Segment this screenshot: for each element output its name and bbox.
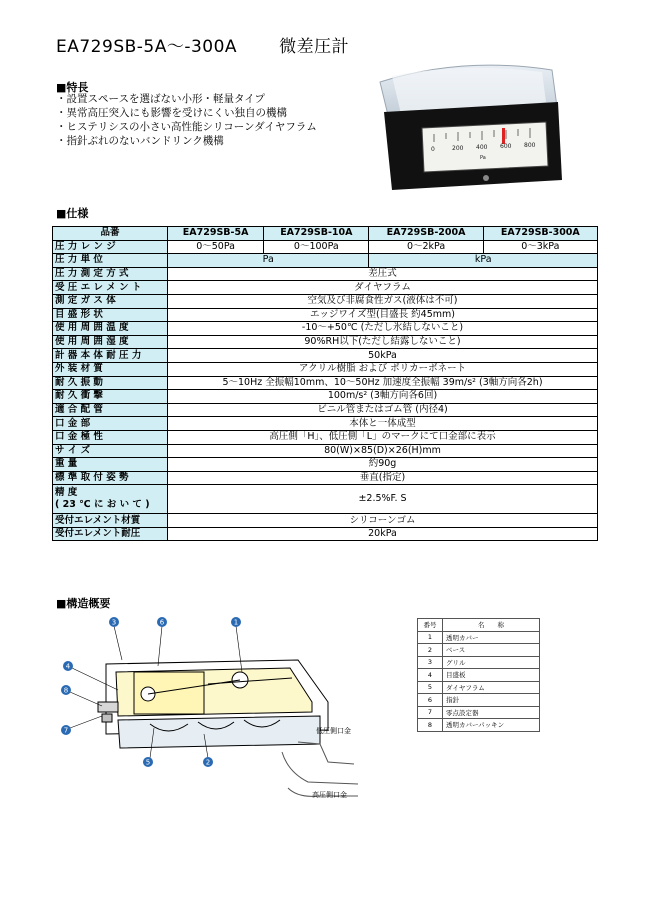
feature-item: ・ヒステリシスの小さい高性能シリコーンダイヤフラム xyxy=(56,121,317,133)
spec-row xyxy=(53,294,598,308)
accuracy-label xyxy=(53,485,168,514)
part-number: 8 xyxy=(418,719,443,732)
parts-row xyxy=(418,656,540,669)
spec-label: 口 金 極 性 xyxy=(53,430,168,444)
spec-value: 80(W)×85(D)×26(H)mm xyxy=(168,444,598,458)
parts-header-number: 番号 xyxy=(418,619,443,632)
part-name: 透明カバーパッキン xyxy=(443,719,540,732)
accuracy-label-main: 精 度 xyxy=(55,487,78,499)
spec-label: 受 圧 エ レ メ ン ト xyxy=(53,281,168,295)
spec-row xyxy=(53,390,598,404)
structure-diagram xyxy=(58,612,368,812)
spec-value: ダイヤフラム xyxy=(168,281,598,295)
spec-label: 口 金 部 xyxy=(53,417,168,431)
spec-label: 外 装 材 質 xyxy=(53,362,168,376)
part-number: 1 xyxy=(418,631,443,644)
parts-row xyxy=(418,681,540,694)
feature-item: ・指針ぶれのないバンドリンク機構 xyxy=(56,135,224,147)
spec-label: 圧 力 測 定 方 式 xyxy=(53,267,168,281)
unit-value: kPa xyxy=(369,254,598,268)
spec-label: 受付エレメント材質 xyxy=(53,514,168,528)
model-200a: EA729SB-200A xyxy=(369,227,483,241)
part-number: 6 xyxy=(418,694,443,707)
features-heading: ■特長 xyxy=(56,81,89,94)
spec-label: サ イ ズ xyxy=(53,444,168,458)
range-value: 0〜50Pa xyxy=(168,240,264,254)
part-number: 2 xyxy=(418,644,443,657)
part-number: 4 xyxy=(418,669,443,682)
spec-value: -10〜+50℃ (ただし氷結しないこと) xyxy=(168,322,598,336)
part-name: 指針 xyxy=(443,694,540,707)
spec-table xyxy=(52,226,598,541)
range-row xyxy=(53,240,598,254)
scale-label: 0 xyxy=(431,146,435,153)
callout-5: 5 xyxy=(145,758,151,767)
callout-7: 7 xyxy=(63,726,69,735)
gauge-photo xyxy=(362,62,576,192)
range-value: 0〜100Pa xyxy=(264,240,369,254)
part-name: ベース xyxy=(443,644,540,657)
spec-row xyxy=(53,471,598,485)
high-pressure-port-label: 高圧側口金 xyxy=(312,791,347,799)
spec-label: 適 合 配 管 xyxy=(53,403,168,417)
scale-label: 800 xyxy=(524,142,536,149)
parts-row xyxy=(418,644,540,657)
scale-unit: Pa xyxy=(480,155,486,161)
spec-row xyxy=(53,430,598,444)
spec-row xyxy=(53,417,598,431)
parts-row xyxy=(418,631,540,644)
spec-value: 100m/s² (3軸方向各6回) xyxy=(168,390,598,404)
spec-label: 重 量 xyxy=(53,458,168,472)
parts-header-name: 名 称 xyxy=(443,619,540,632)
spec-row xyxy=(53,362,598,376)
scale-label: 200 xyxy=(452,145,464,152)
spec-row xyxy=(53,308,598,322)
features-list xyxy=(56,92,317,148)
spec-value: 50kPa xyxy=(168,349,598,363)
callout-6: 6 xyxy=(159,618,165,627)
unit-row xyxy=(53,254,598,268)
spec-row xyxy=(53,281,598,295)
spec-row xyxy=(53,322,598,336)
part-name: 目盛板 xyxy=(443,669,540,682)
spec-value: ビニル管またはゴム管 (内径4) xyxy=(168,403,598,417)
accuracy-row xyxy=(53,485,598,514)
part-name: ダイヤフラム xyxy=(443,681,540,694)
callout-2: 2 xyxy=(205,758,211,767)
spec-value: 空気及び非腐食性ガス(液体は不可) xyxy=(168,294,598,308)
spec-label: 受付エレメント耐圧 xyxy=(53,527,168,541)
spec-value: 垂直(指定) xyxy=(168,471,598,485)
part-number: 3 xyxy=(418,656,443,669)
spec-row xyxy=(53,376,598,390)
spec-row xyxy=(53,527,598,541)
spec-row xyxy=(53,444,598,458)
part-name: グリル xyxy=(443,656,540,669)
structure-heading: ■構造概要 xyxy=(56,597,111,610)
spec-header-label: 品番 xyxy=(53,227,168,241)
unit-label: 圧 力 単 位 xyxy=(53,254,168,268)
parts-row xyxy=(418,706,540,719)
callout-3: 3 xyxy=(111,618,117,627)
parts-header-row xyxy=(418,619,540,632)
spec-label: 目 盛 形 状 xyxy=(53,308,168,322)
model-5a: EA729SB-5A xyxy=(168,227,264,241)
callout-1: 1 xyxy=(233,618,239,627)
spec-header-row xyxy=(53,227,598,241)
feature-item: ・異常高圧突入にも影響を受けにくい独自の機構 xyxy=(56,107,287,119)
accuracy-label-note: ( 23 ℃ に お い て ) xyxy=(55,499,150,511)
spec-row xyxy=(53,267,598,281)
spec-value: 5〜10Hz 全振幅10mm、10〜50Hz 加速度全振幅 39m/s² (3軸方向各2h) xyxy=(168,376,598,390)
callout-4: 4 xyxy=(65,662,71,671)
parts-table xyxy=(417,618,540,732)
parts-row xyxy=(418,719,540,732)
spec-label: 測 定 ガ ス 体 xyxy=(53,294,168,308)
spec-row xyxy=(53,335,598,349)
spec-value: エッジワイズ型(目盛長 約45mm) xyxy=(168,308,598,322)
product-name: 微差圧計 xyxy=(279,37,350,57)
spec-heading: ■仕様 xyxy=(56,207,89,220)
page-title xyxy=(56,32,349,57)
spec-row xyxy=(53,514,598,528)
feature-item: ・設置スペースを選ばない小形・軽量タイプ xyxy=(56,93,265,105)
range-value: 0〜2kPa xyxy=(369,240,483,254)
accuracy-value: ±2.5%F. S xyxy=(168,485,598,514)
part-name: 零点設定器 xyxy=(443,706,540,719)
spec-row xyxy=(53,349,598,363)
part-number: 7 xyxy=(418,706,443,719)
model-10a: EA729SB-10A xyxy=(264,227,369,241)
spec-label: 耐 久 振 動 xyxy=(53,376,168,390)
spec-row xyxy=(53,403,598,417)
model-300a: EA729SB-300A xyxy=(483,227,597,241)
spec-value: 本体と一体成型 xyxy=(168,417,598,431)
parts-row xyxy=(418,669,540,682)
spec-value: シリコーンゴム xyxy=(168,514,598,528)
range-label: 圧 力 レ ン ジ xyxy=(53,240,168,254)
spec-label: 計 器 本 体 耐 圧 力 xyxy=(53,349,168,363)
spec-row xyxy=(53,458,598,472)
spec-label: 耐 久 衝 撃 xyxy=(53,390,168,404)
scale-label: 400 xyxy=(476,144,488,151)
scale-label: 600 xyxy=(500,143,512,150)
unit-value: Pa xyxy=(168,254,369,268)
part-number: 5 xyxy=(418,681,443,694)
spec-value: 差圧式 xyxy=(168,267,598,281)
model-range: EA729SB-5A〜-300A xyxy=(56,37,238,57)
part-name: 透明カバー xyxy=(443,631,540,644)
spec-label: 標 準 取 付 姿 勢 xyxy=(53,471,168,485)
spec-value: 高圧側「H」、低圧側「L」のマークにて口金部に表示 xyxy=(168,430,598,444)
low-pressure-port-label: 低圧側口金 xyxy=(316,727,351,735)
spec-value: 90%RH以下(ただし結露しないこと) xyxy=(168,335,598,349)
spec-value: アクリル樹脂 および ポリカーボネート xyxy=(168,362,598,376)
spec-label: 使 用 周 囲 湿 度 xyxy=(53,335,168,349)
spec-value: 約90g xyxy=(168,458,598,472)
callout-8: 8 xyxy=(63,686,69,695)
spec-label: 使 用 周 囲 温 度 xyxy=(53,322,168,336)
range-value: 0〜3kPa xyxy=(483,240,597,254)
parts-row xyxy=(418,694,540,707)
spec-value: 20kPa xyxy=(168,527,598,541)
